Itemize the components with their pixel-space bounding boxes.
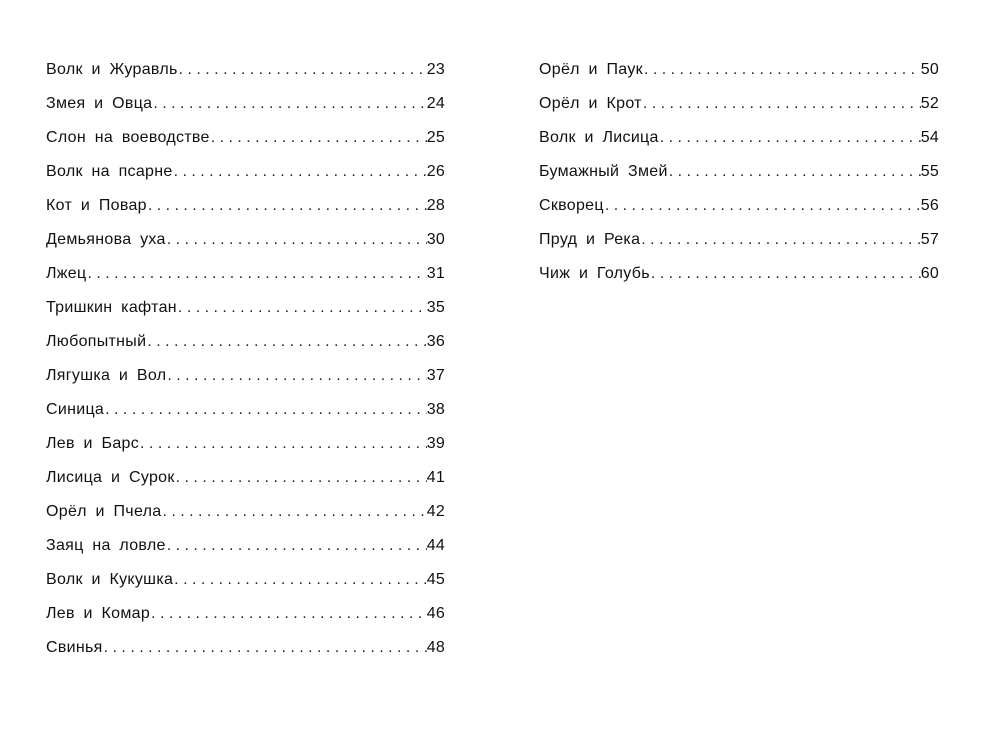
toc-dot-leader (178, 293, 427, 323)
toc-entry-page: 56 (920, 197, 939, 214)
toc-entry-title: Орёл и Крот (539, 95, 642, 112)
toc-entry-page: 54 (920, 129, 939, 146)
toc-entry[interactable] (539, 225, 939, 259)
toc-dot-leader (162, 497, 426, 527)
toc-entry[interactable] (539, 259, 939, 293)
toc-dot-leader (167, 225, 427, 255)
toc-dot-leader (153, 89, 426, 119)
toc-entry[interactable] (539, 89, 939, 123)
toc-entry-page: 57 (920, 231, 939, 248)
toc-entry-title: Лягушка и Вол (46, 367, 167, 384)
toc-dot-leader (651, 259, 921, 289)
toc-entry[interactable] (46, 293, 445, 327)
toc-entry[interactable] (46, 463, 445, 497)
toc-dot-leader (179, 55, 427, 85)
toc-entry-page: 52 (920, 95, 939, 112)
toc-entry[interactable] (46, 395, 445, 429)
toc-entry-title: Чиж и Голубь (539, 265, 650, 282)
toc-entry-title: Орёл и Пчела (46, 503, 162, 520)
toc-entry-title: Демьянова уха (46, 231, 166, 248)
toc-dot-leader (140, 429, 427, 459)
toc-entry-page: 50 (920, 61, 939, 78)
toc-entry[interactable] (539, 191, 939, 225)
toc-entry-title: Скворец (539, 197, 604, 214)
toc-dot-leader (148, 191, 427, 221)
toc-dot-leader (643, 89, 921, 119)
toc-entry-page: 44 (426, 537, 445, 554)
toc-dot-leader (105, 395, 427, 425)
toc-entry[interactable] (539, 157, 939, 191)
toc-dot-leader (87, 259, 426, 289)
toc-entry-page: 24 (426, 95, 445, 112)
toc-entry-title: Лисица и Сурок (46, 469, 175, 486)
toc-entry[interactable] (539, 55, 939, 89)
toc-entry-title: Волк и Лисица (539, 129, 659, 146)
toc-entry-page: 55 (920, 163, 939, 180)
toc-entry-page: 45 (426, 571, 445, 588)
toc-entry-title: Лев и Комар (46, 605, 151, 622)
toc-entry[interactable] (46, 225, 445, 259)
toc-dot-leader (167, 361, 426, 391)
toc-entry-page: 25 (426, 129, 445, 146)
toc-dot-leader (167, 531, 427, 561)
toc-entry[interactable] (46, 157, 445, 191)
toc-entry-page: 35 (426, 299, 445, 316)
toc-entry[interactable] (46, 327, 445, 361)
toc-entry-title: Волк на псарне (46, 163, 173, 180)
toc-entry[interactable] (46, 89, 445, 123)
toc-entry[interactable] (46, 565, 445, 599)
toc-dot-leader (644, 55, 921, 85)
toc-entry-title: Лев и Барс (46, 435, 140, 452)
toc-entry-page: 36 (426, 333, 445, 350)
toc-dot-leader (211, 123, 427, 153)
toc-dot-leader (176, 463, 427, 493)
toc-entry-page: 31 (426, 265, 445, 282)
toc-entry-title: Слон на воеводстве (46, 129, 210, 146)
toc-entry-title: Тришкин кафтан (46, 299, 177, 316)
toc-entry[interactable] (46, 361, 445, 395)
toc-entry[interactable] (46, 497, 445, 531)
toc-entry-title: Свинья (46, 639, 103, 656)
toc-entry-title: Синица (46, 401, 105, 418)
toc-dot-leader (147, 327, 426, 357)
toc-entry[interactable] (46, 259, 445, 293)
toc-dot-leader (151, 599, 427, 629)
toc-entry[interactable] (46, 633, 445, 667)
toc-entry-page: 23 (426, 61, 445, 78)
toc-entry-page: 48 (426, 639, 445, 656)
toc-entry-page: 46 (426, 605, 445, 622)
toc-entry-title: Любопытный (46, 333, 147, 350)
toc-entry-title: Лжец (46, 265, 87, 282)
toc-entry[interactable] (46, 55, 445, 89)
toc-dot-leader (660, 123, 921, 153)
toc-entry-page: 60 (920, 265, 939, 282)
toc-dot-leader (104, 633, 427, 663)
toc-entry-title: Орёл и Паук (539, 61, 643, 78)
toc-entry-title: Бумажный Змей (539, 163, 668, 180)
toc-dot-leader (669, 157, 921, 187)
toc-entry-page: 26 (426, 163, 445, 180)
toc-entry-page: 38 (426, 401, 445, 418)
toc-entry-page: 41 (426, 469, 445, 486)
toc-entry-title: Пруд и Река (539, 231, 641, 248)
toc-column-left (46, 55, 445, 667)
toc-entry-page: 42 (426, 503, 445, 520)
toc-entry-title: Змея и Овца (46, 95, 153, 112)
toc-entry[interactable] (46, 531, 445, 565)
toc-column-right (539, 55, 939, 293)
toc-entry-page: 37 (426, 367, 445, 384)
toc-entry[interactable] (46, 191, 445, 225)
toc-dot-leader (174, 565, 427, 595)
toc-entry-title: Волк и Кукушка (46, 571, 174, 588)
toc-entry[interactable] (539, 123, 939, 157)
toc-entry[interactable] (46, 429, 445, 463)
toc-dot-leader (605, 191, 921, 221)
toc-entry-page: 30 (426, 231, 445, 248)
toc-dot-leader (174, 157, 427, 187)
toc-dot-leader (641, 225, 921, 255)
toc-entry-title: Кот и Повар (46, 197, 147, 214)
toc-entry-page: 39 (426, 435, 445, 452)
toc-entry[interactable] (46, 599, 445, 633)
toc-entry-title: Заяц на ловле (46, 537, 166, 554)
toc-entry-page: 28 (426, 197, 445, 214)
toc-entry-title: Волк и Журавль (46, 61, 178, 78)
toc-entry[interactable] (46, 123, 445, 157)
